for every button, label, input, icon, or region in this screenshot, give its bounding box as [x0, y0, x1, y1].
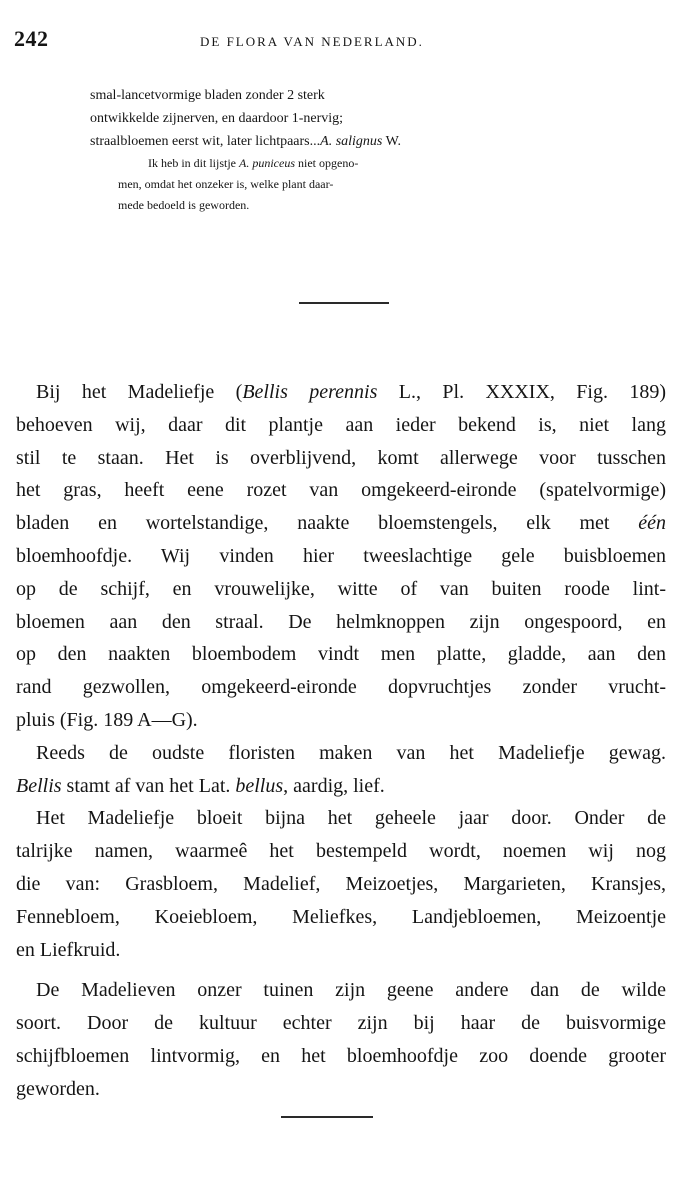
p1-line-6: bloemhoofdje. Wij vinden hier tweeslachtige gele buisbloemen — [16, 544, 666, 567]
p1-line-11: pluis (Fig. 189 A—G). — [16, 708, 198, 731]
page-number: 242 — [14, 26, 49, 51]
p3-line-2: talrijke namen, waarmeê het bestempeld wordt, noemen wij nog — [16, 840, 666, 863]
p2-l2-latin: bellus — [235, 774, 284, 797]
footnote-prefix: Ik heb in dit lijstje — [148, 156, 239, 170]
footnote-suffix: niet opgeno- — [295, 156, 359, 170]
key-line-2: ontwikkelde zijnerven, en daardoor 1-nervig; — [90, 111, 344, 126]
p1-line-9: op den naakten bloembodem vindt men platte, gladde, aan den — [16, 643, 666, 666]
p1-line-10: rand gezwollen, omgekeerd-eironde dopvruchtjes zonder vrucht- — [16, 676, 666, 699]
p2-l2-text: stamt af van het Lat. — [61, 774, 236, 797]
key-entry-block — [90, 84, 570, 216]
section-divider-bottom — [281, 1116, 373, 1118]
p1-line-5 — [16, 507, 666, 540]
footnote-species: A. puniceus — [239, 156, 295, 170]
p1-line-1 — [16, 376, 666, 409]
p3-line-3: die van: Grasbloem, Madelief, Meizoetjes, Margarieten, Kransjes, — [16, 872, 666, 895]
p1-line-7: op de schijf, en vrouwelijke, witte of van buiten roode lint- — [16, 577, 666, 600]
p4-line-1: De Madelieven onzer tuinen zijn geene andere dan de wilde — [36, 979, 666, 1002]
p1-line-8: bloemen aan den straal. De helmknoppen zijn ongespoord, en — [16, 610, 666, 633]
footnote-line-1 — [90, 153, 570, 174]
paragraph-gap — [16, 966, 666, 974]
p1-line-4: het gras, heeft eene rozet van omgekeerd-eironde (spatelvormige) — [16, 479, 666, 502]
p4-line-4: geworden. — [16, 1077, 100, 1100]
p4-line-2: soort. Door de kultuur echter zijn bij haar de buisvormige — [16, 1012, 666, 1035]
footnote-line-3: mede bedoeld is geworden. — [118, 198, 250, 212]
key-line-1: smal-lancetvormige bladen zonder 2 sterk — [90, 88, 325, 103]
p2-l2-genus: Bellis — [16, 774, 62, 797]
p4-line-3: schijfbloemen lintvormig, en het bloemhoofdje zoo doende grooter — [16, 1044, 666, 1067]
p1-l1-ref: L., Pl. XXXIX, Fig. 189) — [377, 381, 667, 403]
p2-l2-end: , aardig, lief. — [283, 774, 385, 797]
p3-line-5: en Liefkruid. — [16, 938, 121, 961]
running-head: DE FLORA VAN NEDERLAND. — [200, 34, 424, 49]
species-author: W. — [382, 134, 402, 149]
p1-l1-text: Bij het Madeliefje ( — [36, 381, 243, 403]
p2-line-1: Reeds de oudste floristen maken van het Madeliefje gewag. — [36, 741, 666, 764]
p1-l1-species: Bellis perennis — [242, 381, 378, 403]
section-divider-top — [299, 302, 389, 304]
p1-l5-text: bladen en wortelstandige, naakte bloemstengels, elk met — [16, 512, 639, 535]
p1-line-2: behoeven wij, daar dit plantje aan ieder bekend is, niet lang — [16, 413, 666, 436]
p3-line-4: Fennebloem, Koeiebloem, Meliefkes, Landjebloemen, Meizoentje — [16, 905, 666, 928]
footnote-line-2: men, omdat het onzeker is, welke plant daar- — [118, 177, 334, 191]
p2-line-2 — [16, 770, 666, 803]
key-line-3-text: straalbloemen eerst wit, later lichtpaars... — [90, 134, 321, 149]
key-line-3 — [90, 130, 570, 153]
species-name: A. salignus — [320, 134, 383, 149]
p1-l5-italic: één — [638, 512, 666, 535]
p1-line-3: stil te staan. Het is overblijvend, komt allerwege voor tusschen — [16, 446, 666, 469]
main-body-text — [16, 376, 666, 1106]
p3-line-1: Het Madeliefje bloeit bijna het geheele jaar door. Onder de — [36, 807, 666, 830]
